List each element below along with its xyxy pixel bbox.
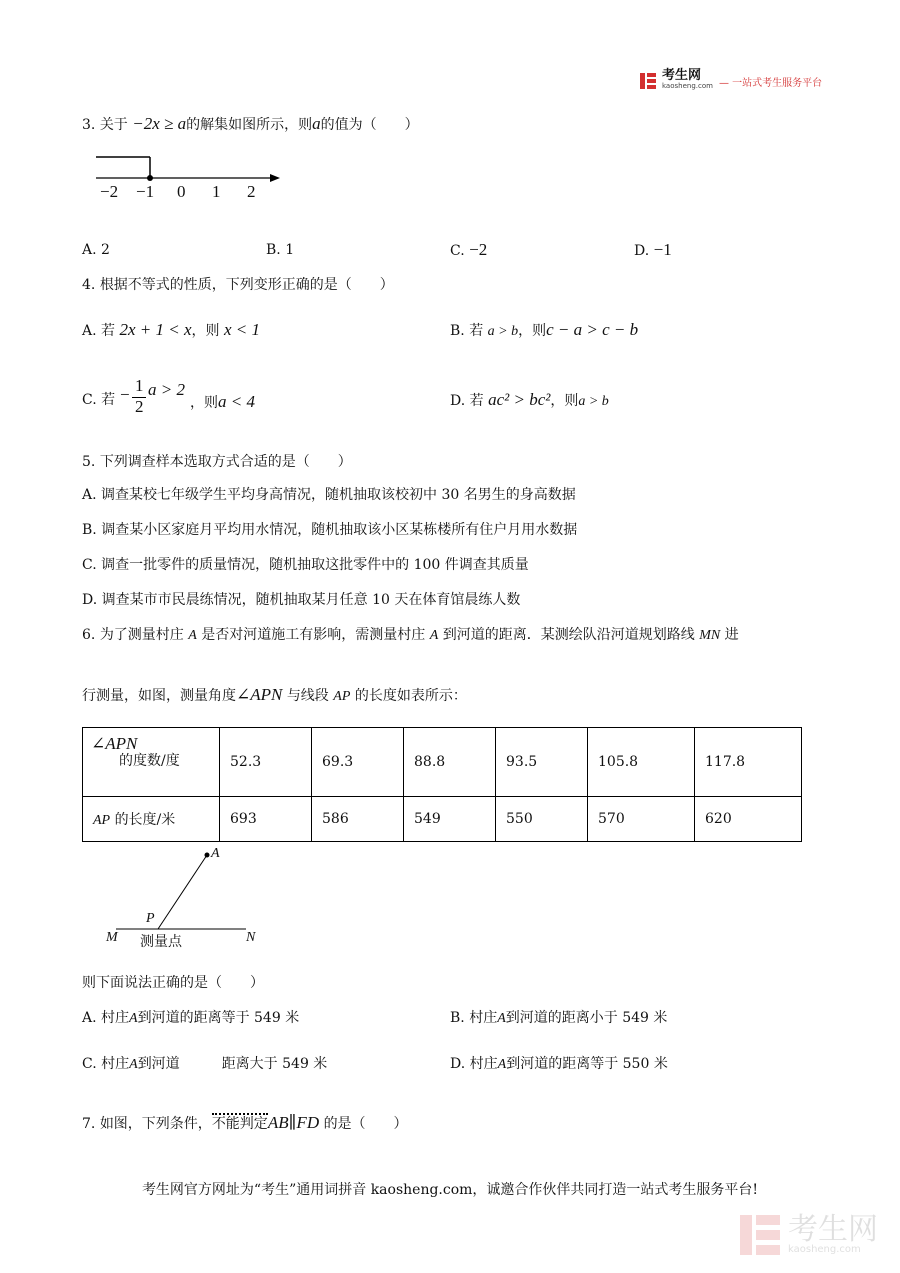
tick-label-neg1: −1 — [136, 182, 155, 201]
tick-label-neg2: −2 — [100, 182, 119, 201]
table-cell: 549 — [404, 797, 496, 842]
q4-option-b[interactable]: B. 若 a > b，则c − a > c − b — [450, 320, 639, 339]
table-cell: 693 — [220, 797, 312, 842]
q5-option-a[interactable]: A. 调查某校七年级学生平均身高情况，随机抽取该校初中 30 名男生的身高数据 — [82, 487, 576, 503]
table-cell: 52.3 — [220, 728, 312, 797]
q4-option-a[interactable]: A. 若 2x + 1 < x，则 x < 1 — [82, 320, 260, 339]
table-cell: 88.8 — [404, 728, 496, 797]
q5-option-d[interactable]: D. 调查某市市民晨练情况，随机抽取某月任意 10 天在体育馆晨练人数 — [82, 592, 521, 608]
q5-option-c[interactable]: C. 调查一批零件的质量情况，随机抽取这批零件中的 100 件调查其质量 — [82, 557, 529, 573]
q4-option-c-then: ，则a < 4 — [190, 392, 255, 411]
q6-option-a[interactable]: A. 村庄A到河道的距离等于 549 米 — [82, 1010, 300, 1026]
table-row-angle — [83, 728, 802, 797]
segment-ap — [158, 855, 207, 929]
table-row-length — [83, 797, 802, 842]
q6-option-b[interactable]: B. 村庄A到河道的距离小于 549 米 — [450, 1010, 668, 1026]
q6-stem-line2: 行测量，如图，测量角度∠APN 与线段 AP 的长度如表所示： — [82, 685, 467, 704]
q6-stem-line1: 6. 为了测量村庄 A 是否对河道施工有影响，需测量村庄 A 到河道的距离．某测绘队沿河道规划路线 MN 进 — [82, 627, 739, 643]
footer-text: 考生网官方网址为“考生”通用词拼音 kaosheng.com，诚邀合作伙伴共同打造一站式考生服务平台! — [141, 1182, 759, 1198]
solid-point — [147, 175, 153, 181]
watermark: 考生网 kaosheng.com — [740, 1215, 878, 1255]
point-a — [205, 853, 210, 858]
q5-stem: 5. 下列调查样本选取方式合适的是（ ） — [82, 454, 352, 470]
fig-label-n: N — [246, 930, 256, 945]
table-cell: 570 — [588, 797, 695, 842]
q5-option-b[interactable]: B. 调查某小区家庭月平均用水情况，随机抽取该小区某栋楼所有住户月用水数据 — [82, 522, 578, 538]
q4-option-d[interactable]: D. 若 ac² > bc²，则a > b — [450, 390, 609, 409]
logo-name: 考生网 — [662, 68, 702, 83]
q4-stem: 4. 根据不等式的性质，下列变形正确的是（ ） — [82, 277, 394, 293]
q6-question: 则下面说法正确的是（ ） — [82, 975, 264, 991]
q6-option-c[interactable]: C. 村庄A到河道 距离大于 549 米 — [82, 1056, 328, 1072]
tick-label-2: 2 — [247, 182, 256, 201]
q4-option-c-rest: a > 2 — [148, 380, 185, 399]
q4-option-c-fraction: − 1 2 — [120, 379, 156, 413]
emphasis-dots: 不能判定 — [212, 1113, 268, 1132]
watermark-logo-icon — [740, 1215, 780, 1255]
logo-domain: kaosheng.com — [662, 82, 713, 90]
logo-mark-icon — [640, 73, 656, 89]
table-cell: 586 — [312, 797, 404, 842]
tick-label-1: 1 — [212, 182, 221, 201]
q3-number-line — [90, 148, 290, 208]
q4-option-c-label[interactable]: C. 若 — [82, 392, 116, 408]
table-cell: 550 — [496, 797, 588, 842]
fig-label-m: M — [106, 930, 118, 945]
frac-numerator: 1 — [135, 376, 144, 395]
table-cell: 93.5 — [496, 728, 588, 797]
fig-label-a: A — [211, 846, 220, 861]
fig-caption: 测量点 — [140, 934, 182, 950]
q6-figure — [100, 845, 270, 950]
q6-data-table — [82, 727, 802, 842]
table-cell: 117.8 — [695, 728, 802, 797]
q3-stem: 3. 关于 −2x ≥ a的解集如图所示，则a的值为（ ） — [82, 114, 419, 133]
q3-option-c[interactable]: C. −2 — [450, 240, 488, 259]
axis-arrow-icon — [270, 174, 280, 182]
frac-denominator: 2 — [135, 397, 144, 416]
table-cell: 105.8 — [588, 728, 695, 797]
tick-label-0: 0 — [177, 182, 186, 201]
table-cell: 69.3 — [312, 728, 404, 797]
q3-option-b[interactable]: B. 1 — [266, 242, 295, 258]
q3-option-a[interactable]: A. 2 — [82, 242, 110, 258]
q3-option-d[interactable]: D. −1 — [634, 240, 672, 259]
table-header-length: AP 的长度/米 — [83, 797, 220, 842]
q7-stem: 7. 如图，下列条件，不能判定AB∥FD 的是（ ） — [82, 1113, 408, 1132]
logo-slogan: — 一站式考生服务平台 — [718, 77, 823, 89]
fig-label-p: P — [146, 911, 155, 926]
table-header-angle: ∠APN 的度数/度 — [83, 728, 220, 797]
table-cell: 620 — [695, 797, 802, 842]
q6-option-d[interactable]: D. 村庄A到河道的距离等于 550 米 — [450, 1056, 668, 1072]
header-logo[interactable] — [640, 70, 822, 92]
